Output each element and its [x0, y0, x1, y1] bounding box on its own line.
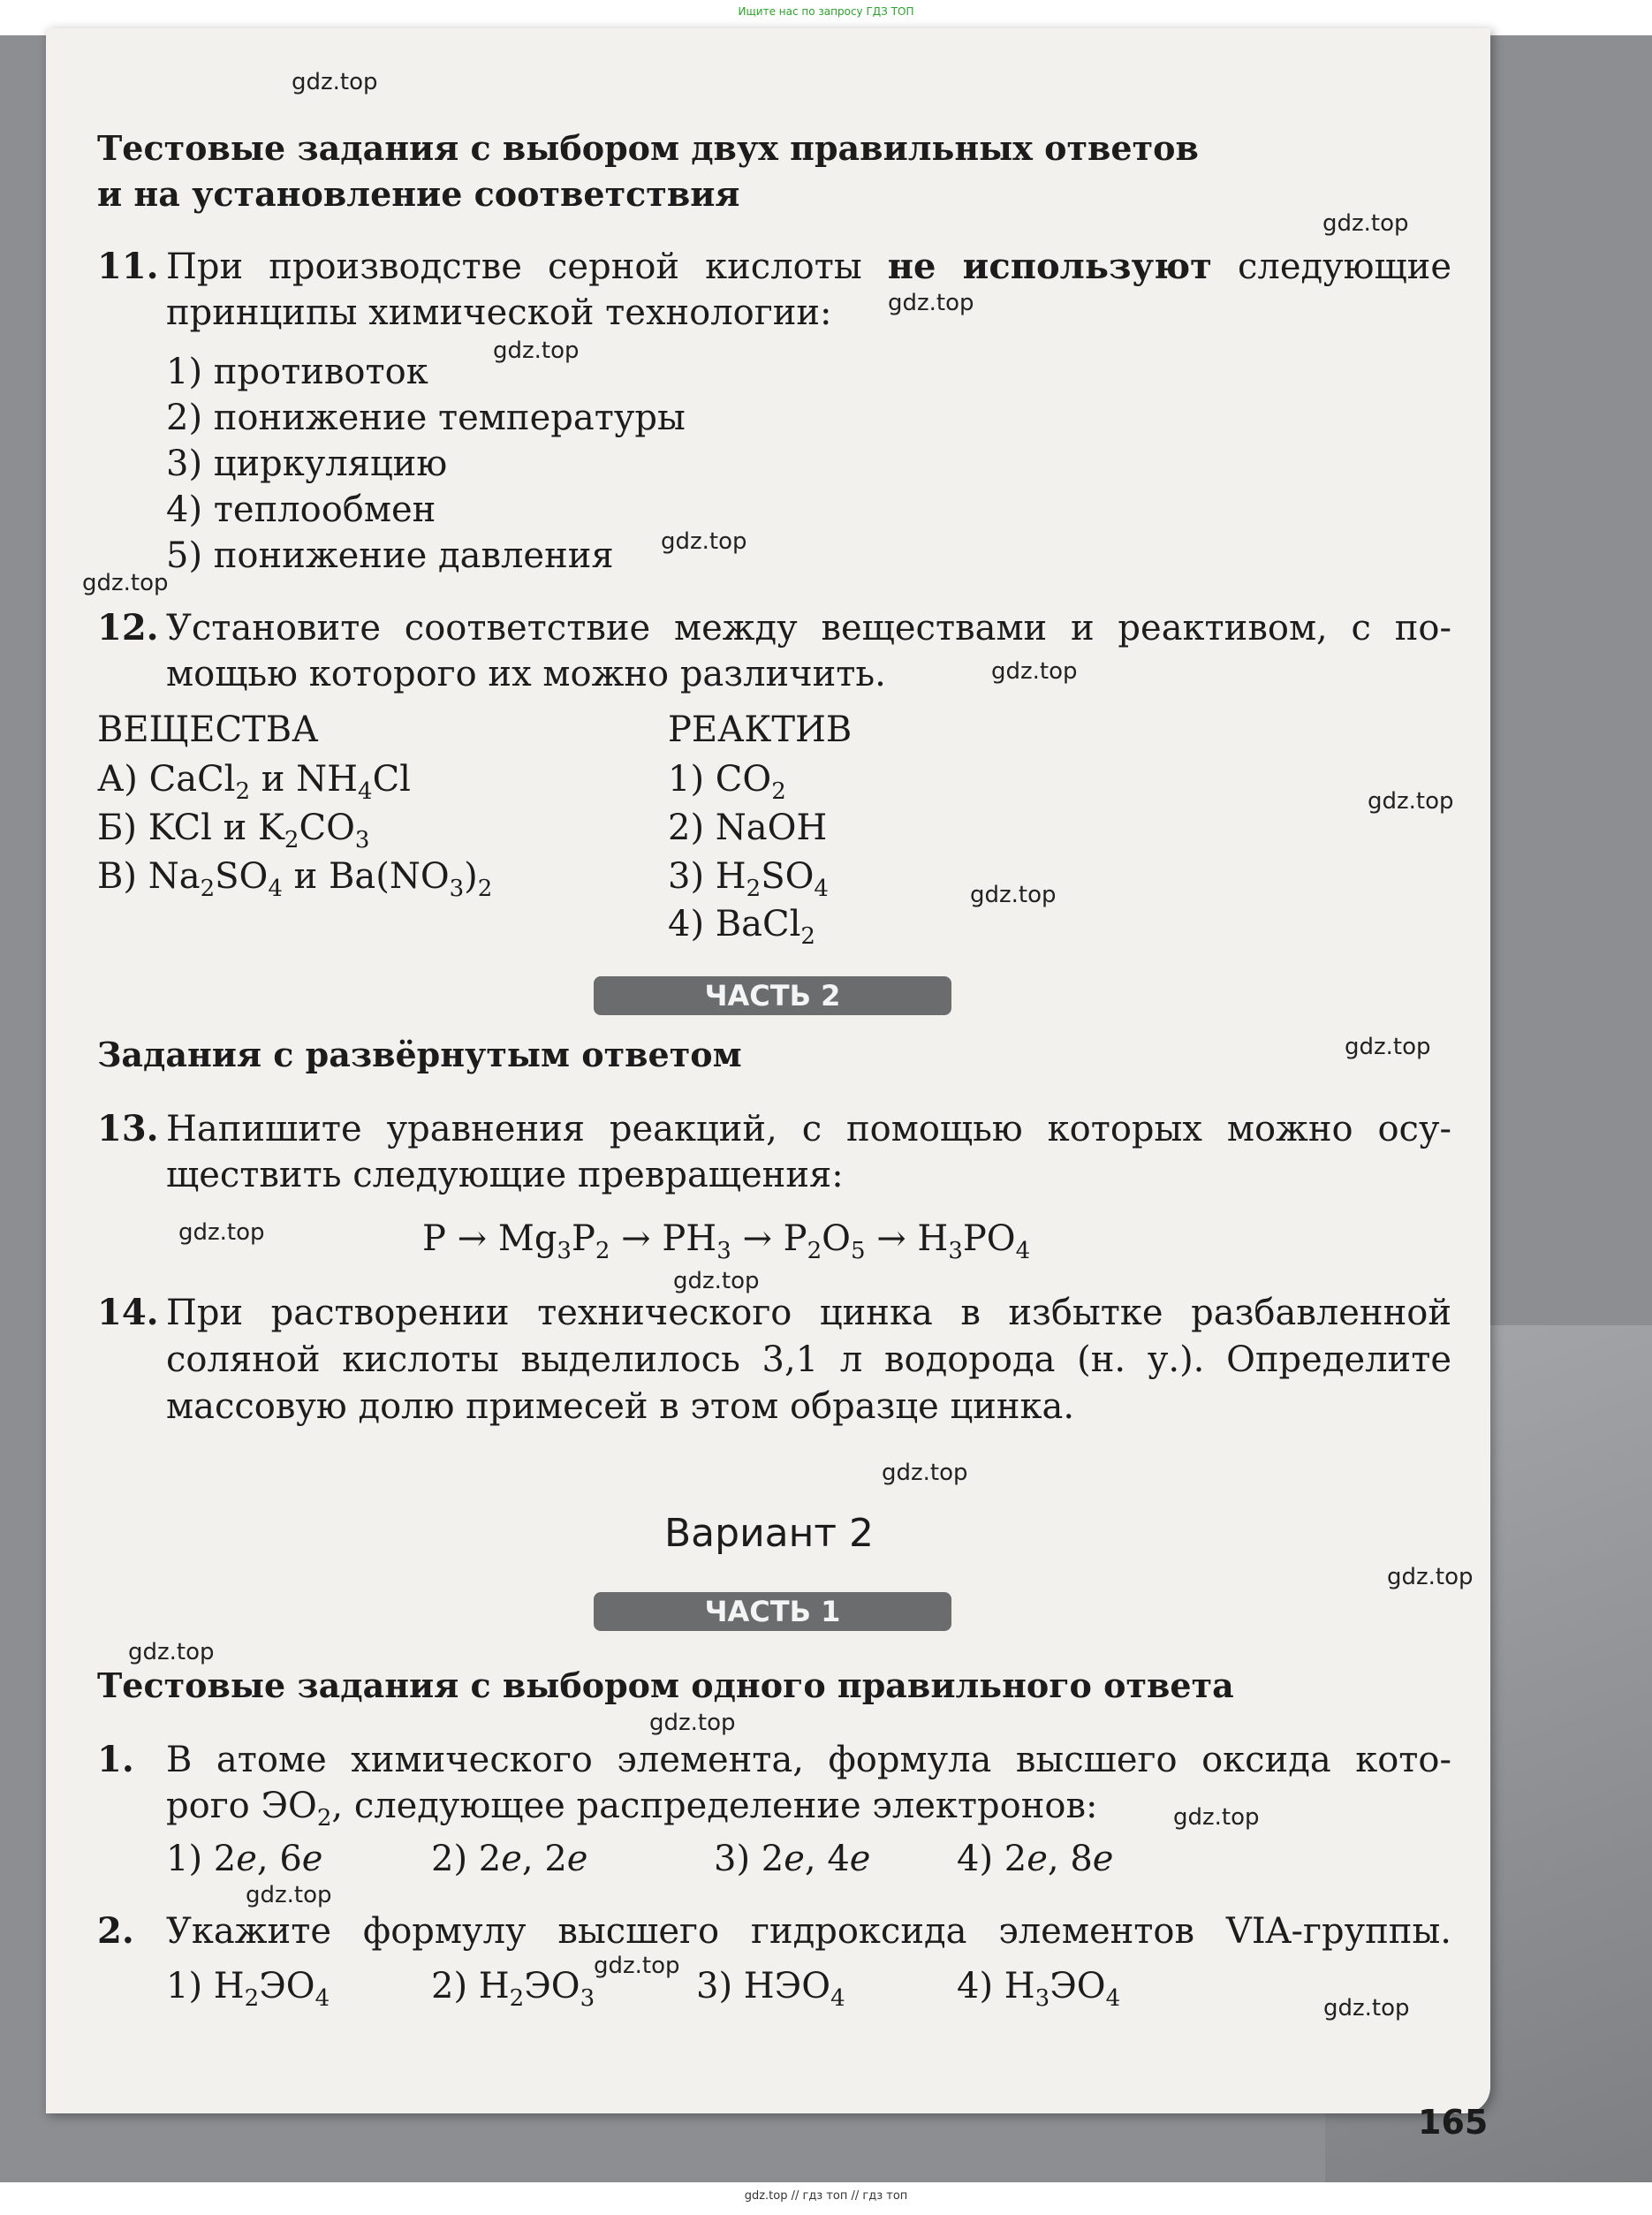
watermark: gdz.top [649, 1710, 736, 1736]
v2q1-option-2: 2) 2e, 2e [431, 1839, 588, 1879]
q13-scheme: $P \to Mg_3P_2 \to PH_3 \to P_2O_5 \to H_3PO_4$ [422, 1218, 1031, 1264]
variant2-title: Вариант 2 [664, 1511, 875, 1556]
v2q1-line2 [166, 1783, 1098, 1832]
q12-reagent-3: 3) $H_2SO_4$ [668, 856, 829, 902]
q13-line2: ществить следующие превращения: [166, 1155, 844, 1195]
q12-reagent-1: 1) $CO_2$ [668, 759, 786, 805]
q13-line1: Напишите уравнения реакций, с помощью которых можно осу- [166, 1109, 1451, 1149]
q14-line1: При растворении технического цинка в избытке разбавленной [166, 1293, 1451, 1333]
v2q2-number: 2. [97, 1910, 134, 1952]
watermark: gdz.top [1323, 1995, 1410, 2022]
pair-v-label: В) [97, 856, 137, 897]
part2-title: Задания с развёрнутым ответом [97, 1035, 742, 1074]
v2q1-number: 1. [97, 1739, 134, 1780]
q12-col-right-header: РЕАКТИВ [668, 709, 853, 750]
watermark: gdz.top [1173, 1804, 1260, 1831]
q11-emphasis: не используют [887, 246, 1212, 287]
watermark: gdz.top [128, 1639, 215, 1665]
q12-pair-a: А) CaCl$_2$ и $NH_4Cl$ [97, 759, 411, 805]
q11-option-5: 5) понижение давления [166, 535, 614, 576]
q12-pair-v: В) $Na_2SO_4$ и $Ba(NO_3)_2$ [97, 856, 493, 902]
reagent-1-label: 1) [668, 759, 705, 800]
top-banner[interactable]: Ищите нас по запросу ГДЗ ТОП [738, 5, 914, 18]
watermark: gdz.top [1368, 788, 1454, 815]
watermark: gdz.top [594, 1953, 680, 1979]
v2q1-option-3: 3) 2e, 4e [714, 1839, 871, 1879]
v2q1-line2-prefix: рого ЭО [166, 1786, 317, 1826]
watermark: gdz.top [82, 570, 169, 596]
q12-col-left-header: ВЕЩЕСТВА [97, 709, 319, 750]
pair-v-and: и [293, 856, 318, 897]
pair-a-label: А) [97, 759, 138, 800]
q11-line1-b: следующие [1238, 247, 1451, 287]
q14-line2: соляной кислоты выделилось 3,1 л водорода (н. у.). Определите [166, 1339, 1451, 1380]
pair-b-label: Б) [97, 808, 137, 848]
variant2-section-title: Тестовые задания с выбором одного правильного ответа [97, 1665, 1234, 1705]
v2q2-option-1: 1) $H_2ЭO_4$ [166, 1966, 330, 2012]
q11-line1 [166, 244, 1451, 290]
footer-links[interactable]: gdz.top // гдз топ // гдз топ [744, 2189, 908, 2203]
v2q1-line1: В атоме химического элемента, формула высшего оксида кото- [166, 1740, 1451, 1780]
reagent-4-label: 4) [668, 904, 705, 944]
watermark: gdz.top [1387, 1564, 1474, 1590]
watermark: gdz.top [292, 69, 378, 95]
q11-line2: принципы химической технологии: [166, 292, 832, 333]
q13-number: 13. [97, 1108, 159, 1149]
watermark: gdz.top [882, 1460, 968, 1486]
q12-pair-b: Б) KCl и $K_2CO_3$ [97, 808, 370, 853]
part2-bar: ЧАСТЬ 2 [594, 976, 951, 1015]
q12-number: 12. [97, 607, 159, 649]
reagent-3-label: 3) [668, 856, 705, 897]
section-title-line1: Тестовые задания с выбором двух правильных ответов [97, 128, 1199, 168]
reagent-2-label: 2) [668, 808, 705, 848]
watermark: gdz.top [246, 1882, 332, 1908]
v2q1-option-4: 4) 2e, 8e [957, 1839, 1114, 1879]
q11-line1-a: При производстве серной кислоты [166, 247, 862, 287]
watermark: gdz.top [888, 290, 974, 316]
watermark: gdz.top [493, 338, 580, 364]
v2q1-line2-suffix: , следующее распределение электронов: [331, 1786, 1098, 1826]
section-title-line2: и на установление соответствия [97, 174, 740, 214]
v2q2-line1: Укажите формулу высшего гидроксида элементов VIA-группы. [166, 1911, 1451, 1952]
v2q2-option-3: 3) $HЭO_4$ [696, 1966, 845, 2012]
watermark: gdz.top [1345, 1034, 1431, 1060]
watermark: gdz.top [673, 1268, 760, 1294]
q12-line2: мощью которого их можно различить. [166, 654, 886, 694]
q14-line3: массовую долю примесей в этом образце цинка. [166, 1386, 1075, 1427]
watermark: gdz.top [991, 658, 1078, 685]
q14-number: 14. [97, 1292, 159, 1333]
q11-option-3: 3) циркуляцию [166, 444, 448, 484]
q11-option-1: 1) противоток [166, 352, 428, 392]
watermark: gdz.top [1322, 210, 1409, 237]
watermark: gdz.top [661, 528, 747, 555]
q11-number: 11. [97, 246, 159, 287]
v2q1-line2-sub: 2 [316, 1805, 332, 1832]
pair-b-and: и [223, 808, 247, 848]
q12-reagent-4: 4) BaCl$_2$ [668, 904, 815, 950]
part1-bar: ЧАСТЬ 1 [594, 1592, 951, 1631]
watermark: gdz.top [970, 882, 1057, 908]
q11-option-4: 4) теплообмен [166, 489, 436, 530]
v2q2-option-2: 2) $H_2ЭO_3$ [431, 1966, 595, 2012]
q12-reagent-2: 2) NaOH [668, 808, 828, 848]
q11-option-2: 2) понижение температуры [166, 398, 686, 438]
v2q2-option-4: 4) $H_3ЭO_4$ [957, 1966, 1121, 2012]
q12-line1: Установите соответствие между веществами и реактивом, с по- [166, 608, 1451, 649]
watermark: gdz.top [178, 1219, 265, 1246]
v2q1-option-1: 1) 2e, 6e [166, 1839, 323, 1879]
pair-a-and: и [261, 759, 285, 800]
page-number: 165 [1418, 2103, 1489, 2142]
